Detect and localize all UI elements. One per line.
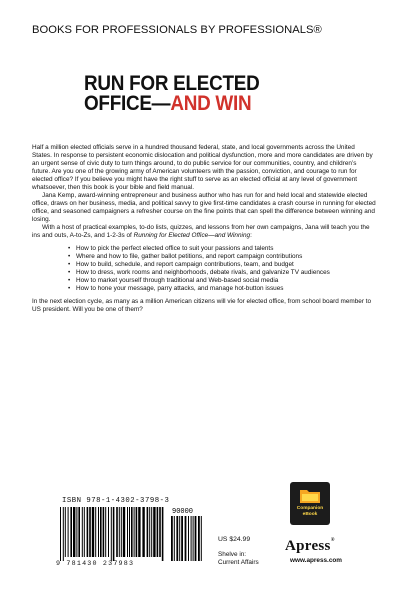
companion-line-2: eBook xyxy=(302,512,318,517)
barcode-bar xyxy=(121,507,122,557)
isbn-barcode xyxy=(56,497,206,569)
publisher-website: www.apress.com xyxy=(290,557,342,564)
back-cover-description xyxy=(32,144,376,314)
barcode-bar xyxy=(147,507,149,557)
barcode-bar xyxy=(157,507,159,557)
barcode-bar xyxy=(100,507,102,557)
barcode-addon-bar xyxy=(181,516,183,561)
topic-item: • How to hone your message, parry attacks, and manage hot-button issues xyxy=(76,285,376,293)
barcode-digits: 9 781430 237983 xyxy=(56,560,135,568)
lead-in-text: With a host of practical examples, to-do lists, quizzes, and lessons from her own campaigns, Jana will teach you the ins and outs, A-to-Zs, and 1-2-3s of xyxy=(32,224,370,239)
lead-in-book-title: Running for Elected Office—and Winning xyxy=(133,232,251,239)
lead-in-colon: : xyxy=(250,232,252,239)
barcode-addon-bar xyxy=(185,516,187,561)
series-tagline: BOOKS FOR PROFESSIONALS BY PROFESSIONALS® xyxy=(32,24,322,36)
barcode-bar xyxy=(65,507,66,557)
barcode-bar xyxy=(87,507,89,557)
barcode-bar xyxy=(136,507,138,557)
barcode-addon-bar xyxy=(193,516,194,561)
barcode-bar xyxy=(108,507,109,557)
barcode-bar xyxy=(63,507,64,561)
topic-item: • Where and how to file, gather ballot petitions, and report campaign contributions xyxy=(76,253,376,261)
barcode-bar xyxy=(149,507,150,557)
topic-item: • How to pick the perfect elected office to suit your passions and talents xyxy=(76,245,376,253)
barcode-bar xyxy=(70,507,72,557)
barcode-bar xyxy=(116,507,118,557)
barcode-bar xyxy=(113,507,115,561)
barcode-bar xyxy=(151,507,152,557)
shelve-heading: Shelve in: xyxy=(218,551,247,558)
shelve-category: Current Affairs xyxy=(218,559,259,566)
barcode-addon-bar xyxy=(188,516,189,561)
paragraph-lead-in xyxy=(32,224,376,240)
barcode-addon-bar xyxy=(179,516,180,561)
barcode-bar xyxy=(138,507,140,557)
companion-ebook-badge xyxy=(290,482,330,525)
title-line-2-highlight: AND WIN xyxy=(170,92,252,115)
folder-icon xyxy=(299,486,321,504)
barcode-bar xyxy=(95,507,96,557)
barcode-bar xyxy=(73,507,75,557)
barcode-addon-bar xyxy=(191,516,192,561)
barcode-bar xyxy=(82,507,83,557)
title-line-2 xyxy=(84,94,260,114)
barcode-addon-bar xyxy=(198,516,200,561)
topics-list xyxy=(32,245,376,293)
barcode-bar xyxy=(153,507,155,557)
barcode-bar xyxy=(78,507,80,557)
barcode-bar xyxy=(89,507,91,557)
barcode-addon-bar xyxy=(174,516,175,561)
topic-item: • How to market yourself through traditional and Web-based social media xyxy=(76,277,376,285)
title-line-1: RUN FOR ELECTED xyxy=(84,72,260,95)
barcode-bar xyxy=(123,507,125,557)
barcode-bar xyxy=(111,507,112,561)
barcode-bar xyxy=(68,507,69,557)
barcode-bar xyxy=(103,507,105,557)
barcode-addon-bar xyxy=(171,516,173,561)
barcode-bar xyxy=(105,507,106,557)
paragraph-intro: Half a million elected officials serve in a hundred thousand federal, state, and local governments across the United States. In response to persistent economic dislocation and political dysfunction, more and more candidates are driven by an urgent sense of civic duty to turn things around, to do public service for our communities, country, and children’s future. Are you one of the growing army of American volunteers with the passion, conviction, and courage to run for elected office? If you believe you might have the right stuff to serve as an elected official at any level of government whatsoever, then this book is your bible and field manual. xyxy=(32,144,373,191)
price-label: US $24.99 xyxy=(218,536,251,543)
title-line-2-part-1: OFFICE— xyxy=(84,92,171,115)
shelving-info xyxy=(218,551,259,567)
companion-line-1: Companion xyxy=(296,506,324,511)
barcode-bars xyxy=(56,507,206,561)
barcode-bar xyxy=(84,507,85,557)
barcode-bar xyxy=(119,507,120,557)
barcode-bar xyxy=(131,507,133,557)
barcode-bar xyxy=(134,507,135,557)
topic-item: • How to dress, work rooms and neighborhoods, debate rivals, and galvanize TV audiences xyxy=(76,269,376,277)
isbn-number: ISBN 978-1-4302-3798-3 xyxy=(62,497,170,505)
barcode-bar xyxy=(127,507,128,557)
barcode-bar xyxy=(92,507,94,557)
barcode-bar xyxy=(162,507,164,561)
barcode-bar xyxy=(159,507,161,557)
companion-label xyxy=(290,506,330,518)
apress-logo xyxy=(285,538,335,555)
logo-registered: ® xyxy=(330,538,335,543)
book-title xyxy=(84,74,260,114)
barcode-bar xyxy=(142,507,144,557)
paragraph-author: Jana Kemp, award-winning entrepreneur and business author who has run for and held local and statewide elected office, draws on her business, media, and political savvy to give first-time candidates a crash course in running for elected office, and seasoned campaigners a refresher course on the fine points that can spell the difference between winning and losing. xyxy=(32,192,376,223)
barcode-addon-bar xyxy=(195,516,197,561)
topic-item: • How to build, schedule, and report campaign contributions, team, and budget xyxy=(76,261,376,269)
barcode-addon-bar xyxy=(201,516,202,561)
barcode-bar xyxy=(76,507,77,557)
barcode-addon-bar xyxy=(176,516,178,561)
barcode-bar xyxy=(129,507,130,557)
barcode-addon: 90000 xyxy=(172,508,194,516)
paragraph-closing: In the next election cycle, as many as a million American citizens will vie for elected office, from school board member to US president. Will you be one of them? xyxy=(32,298,372,313)
barcode-bar xyxy=(98,507,99,557)
barcode-bar xyxy=(60,507,61,561)
logo-text: Apress xyxy=(285,538,331,554)
